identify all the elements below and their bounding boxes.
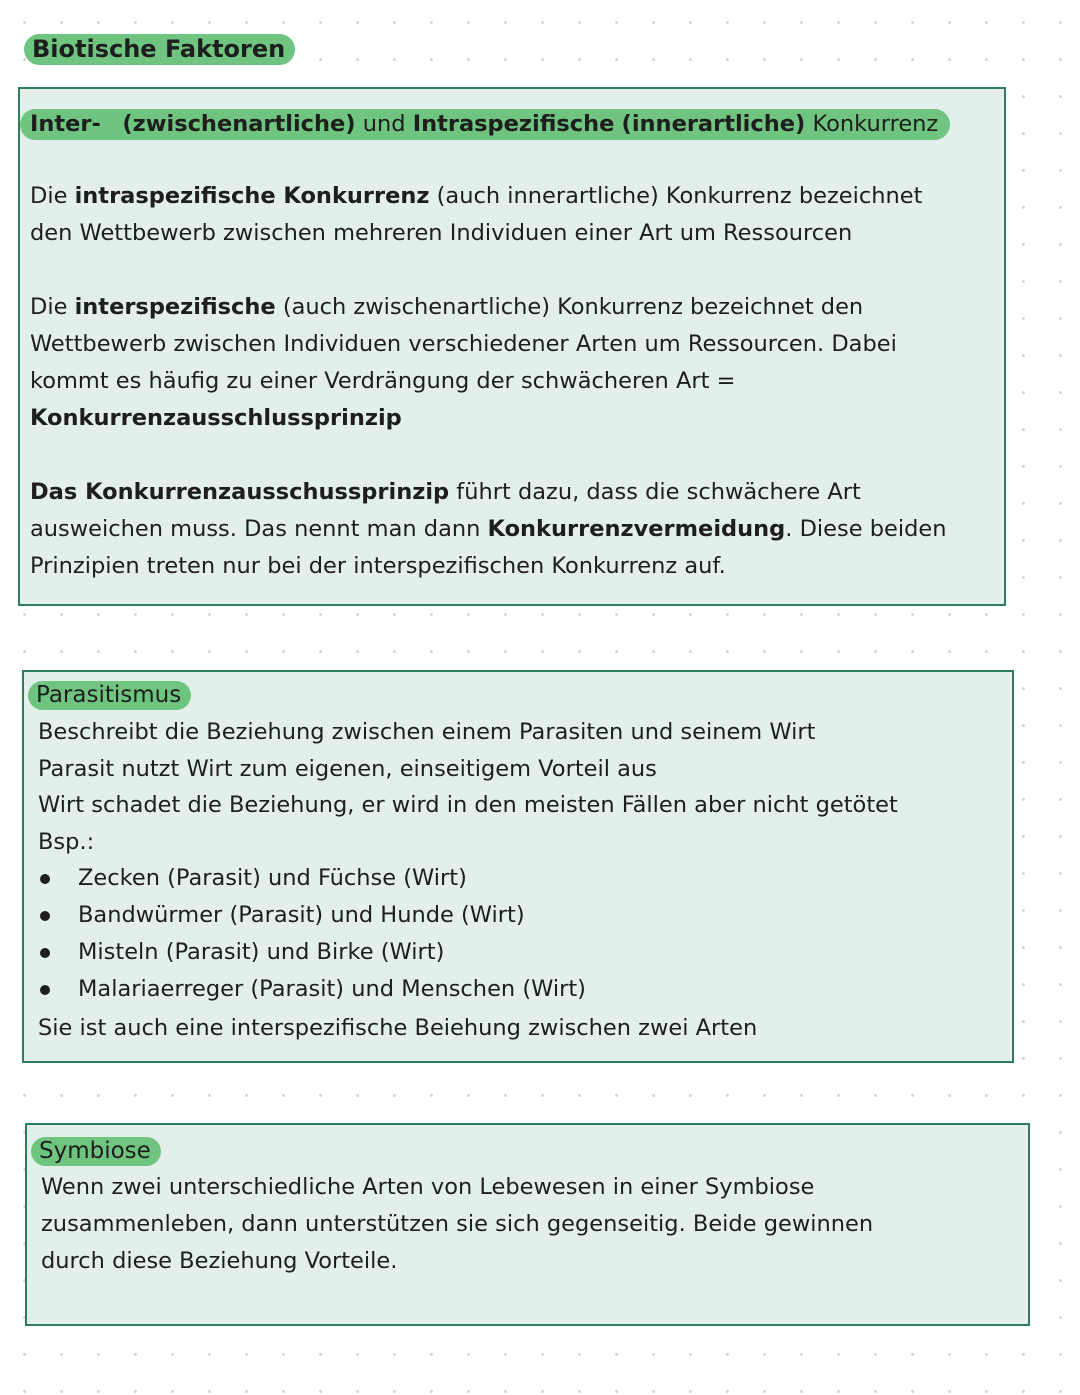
list-item-text: Bandwürmer (Parasit) und Hunde (Wirt) [78,902,525,928]
list-item [38,897,586,934]
text-segment: den Wettbewerb zwischen mehreren Individuen einer Art um Ressourcen [30,220,853,246]
konkurrenz-section [18,87,1006,606]
parasitismus-heading-text: Parasitismus [28,681,191,710]
text-segment: Die [30,294,75,320]
text-segment: durch diese Beziehung Vorteile. [41,1248,398,1274]
text-segment: zusammenleben, dann unterstützen sie sich gegenseitig. Beide gewinnen [41,1211,874,1237]
text-segment: Wettbewerb zwischen Individuen verschiedener Arten um Ressourcen. Dabei [30,331,897,357]
bold-term: Konkurrenzausschlussprinzip [30,405,402,431]
parasitismus-line: Bsp.: [38,829,95,855]
list-item [38,934,586,971]
intraspezifisch-paragraph [30,178,922,252]
heading-zwischenartlich: (zwischenartliche) [122,111,356,137]
text-segment: . Diese beiden [785,516,947,542]
text-segment: ausweichen muss. Das nennt man dann [30,516,488,542]
parasitismus-footer: Sie ist auch eine interspezifische Beiehung zwischen zwei Arten [38,1015,758,1041]
list-item-text: Zecken (Parasit) und Füchse (Wirt) [78,865,467,891]
symbiose-section [25,1123,1030,1326]
bold-term: Konkurrenzvermeidung [487,516,786,542]
bullet-icon [40,874,50,884]
heading-inter: Inter- [30,111,101,137]
konkurrenz-heading-highlight [20,109,950,140]
list-item-text: Misteln (Parasit) und Birke (Wirt) [78,939,445,965]
heading-konkurrenz: Konkurrenz [812,111,939,137]
interspezifisch-paragraph [30,289,897,437]
symbiose-heading [31,1136,161,1166]
bullet-icon [40,948,50,958]
bullet-icon [40,985,50,995]
example-list [38,860,586,1008]
konkurrenz-heading [20,109,950,139]
text-segment: kommt es häufig zu einer Verdrängung der schwächeren Art = [30,368,736,394]
list-item [38,971,586,1008]
list-item-text: Malariaerreger (Parasit) und Menschen (Wirt) [78,976,586,1002]
bold-term: Das Konkurrenzausschussprinzip [30,479,450,505]
text-segment: Prinzipien treten nur bei der interspezifischen Konkurrenz auf. [30,553,726,579]
heading-intraspezifisch: Intraspezifische [412,111,615,137]
parasitismus-line: Wirt schadet die Beziehung, er wird in den meisten Fällen aber nicht getötet [38,792,898,818]
parasitismus-line: Parasit nutzt Wirt zum eigenen, einseitigem Vorteil aus [38,756,657,782]
text-segment: (auch zwischenartliche) Konkurrenz bezeichnet den [275,294,864,320]
text-segment: führt dazu, dass die schwächere Art [449,479,861,505]
parasitismus-line: Beschreibt die Beziehung zwischen einem Parasiten und seinem Wirt [38,719,816,745]
heading-und: und [362,111,406,137]
text-segment: Die [30,183,75,209]
bullet-icon [40,911,50,921]
symbiose-paragraph [41,1169,873,1280]
text-segment: Wenn zwei unterschiedliche Arten von Lebewesen in einer Symbiose [41,1174,815,1200]
symbiose-heading-text: Symbiose [31,1137,161,1166]
heading-innerartlich: (innerartliche) [621,111,806,137]
parasitismus-heading [28,680,191,710]
page-title [24,34,295,64]
parasitismus-section [22,670,1014,1063]
bold-term: intraspezifische Konkurrenz [74,183,430,209]
bold-term: interspezifische [74,294,276,320]
text-segment: (auch innerartliche) Konkurrenz bezeichnet [429,183,923,209]
page-title-text: Biotische Faktoren [24,34,295,65]
konkurrenzausschluss-paragraph [30,474,947,585]
list-item [38,860,586,897]
